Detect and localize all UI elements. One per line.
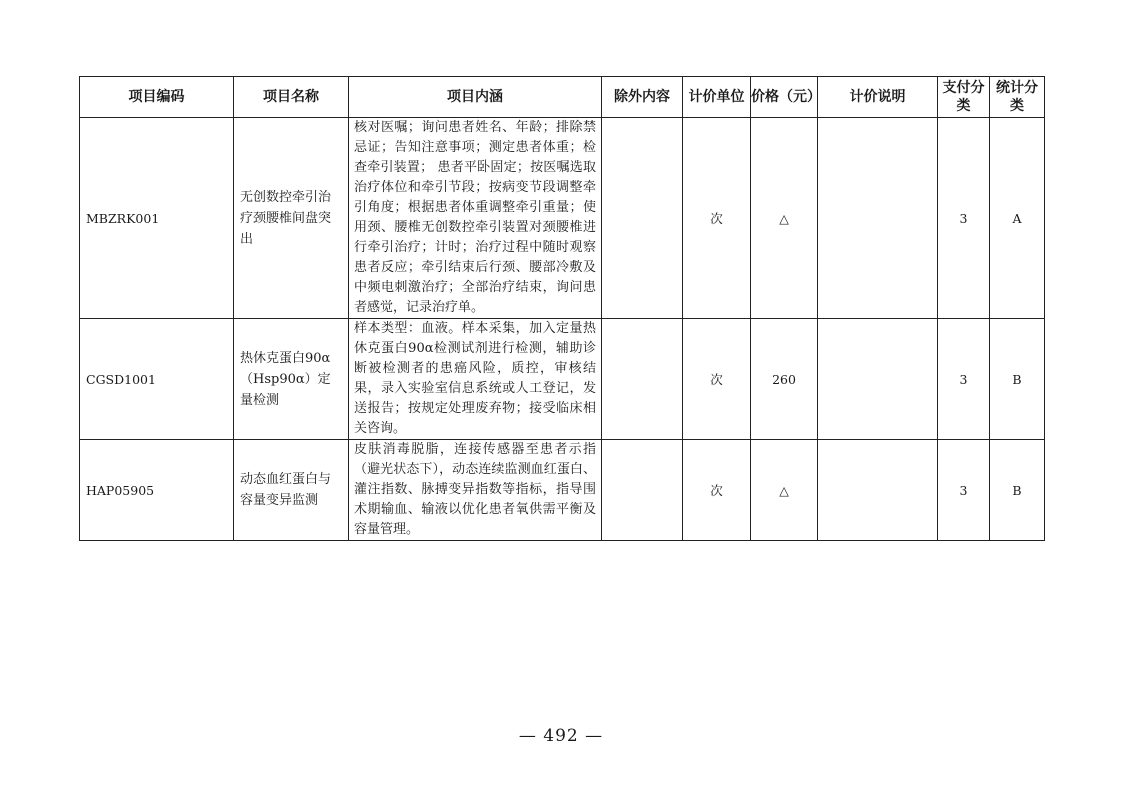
cell-stat: B (990, 319, 1045, 440)
cell-content: 皮肤消毒脱脂，连接传感器至患者示指（避光状态下），动态连续监测血红蛋白、灌注指数、脉搏变异指数等指标，指导围术期输血、输液以优化患者氧供需平衡及容量管理。 (349, 440, 602, 541)
header-name: 项目名称 (234, 77, 349, 118)
cell-note (818, 118, 938, 319)
header-stat: 统计分类 (990, 77, 1045, 118)
table-row (80, 319, 1045, 440)
header-code: 项目编码 (80, 77, 234, 118)
page-number: — 492 — (518, 726, 604, 746)
cell-unit: 次 (683, 118, 751, 319)
header-price: 价格（元） (751, 77, 818, 118)
table-row (80, 118, 1045, 319)
cell-stat: A (990, 118, 1045, 319)
cell-unit: 次 (683, 319, 751, 440)
cell-payment: 3 (938, 118, 990, 319)
cell-note (818, 440, 938, 541)
cell-content: 样本类型：血液。样本采集，加入定量热休克蛋白90α检测试剂进行检测，辅助诊断被检测者的患癌风险，质控，审核结果，录入实验室信息系统或人工登记，发送报告；按规定处理废弃物；接受临床相关咨询。 (349, 319, 602, 440)
header-unit: 计价单位 (683, 77, 751, 118)
table-header-row (80, 77, 1045, 118)
cell-payment: 3 (938, 319, 990, 440)
header-content: 项目内涵 (349, 77, 602, 118)
cell-stat: B (990, 440, 1045, 541)
header-payment: 支付分类 (938, 77, 990, 118)
cell-code: CGSD1001 (80, 319, 234, 440)
cell-note (818, 319, 938, 440)
cell-name: 热休克蛋白90α（Hsp90α）定量检测 (234, 319, 349, 440)
cell-excluded (602, 118, 683, 319)
fee-schedule-table (79, 76, 1045, 541)
cell-name: 无创数控牵引治疗颈腰椎间盘突出 (234, 118, 349, 319)
header-note: 计价说明 (818, 77, 938, 118)
cell-payment: 3 (938, 440, 990, 541)
cell-unit: 次 (683, 440, 751, 541)
cell-price: △ (751, 440, 818, 541)
table-row (80, 440, 1045, 541)
cell-code: MBZRK001 (80, 118, 234, 319)
cell-price: △ (751, 118, 818, 319)
cell-content: 核对医嘱；询问患者姓名、年龄；排除禁忌证；告知注意事项；测定患者体重；检查牵引装置； 患者平卧固定；按医嘱选取治疗体位和牵引节段；按病变节段调整牵引角度；根据患者体重调整牵引重量；使用颈、腰椎无创数控牵引装置对颈腰椎进行牵引治疗；计时；治疗过程中随时观察患者反应；牵引结束后行颈、腰部冷敷及中频电刺激治疗；全部治疗结束，询问患者感觉，记录治疗单。 (349, 118, 602, 319)
cell-excluded (602, 440, 683, 541)
cell-excluded (602, 319, 683, 440)
cell-code: HAP05905 (80, 440, 234, 541)
header-excluded: 除外内容 (602, 77, 683, 118)
cell-name: 动态血红蛋白与容量变异监测 (234, 440, 349, 541)
cell-price: 260 (751, 319, 818, 440)
